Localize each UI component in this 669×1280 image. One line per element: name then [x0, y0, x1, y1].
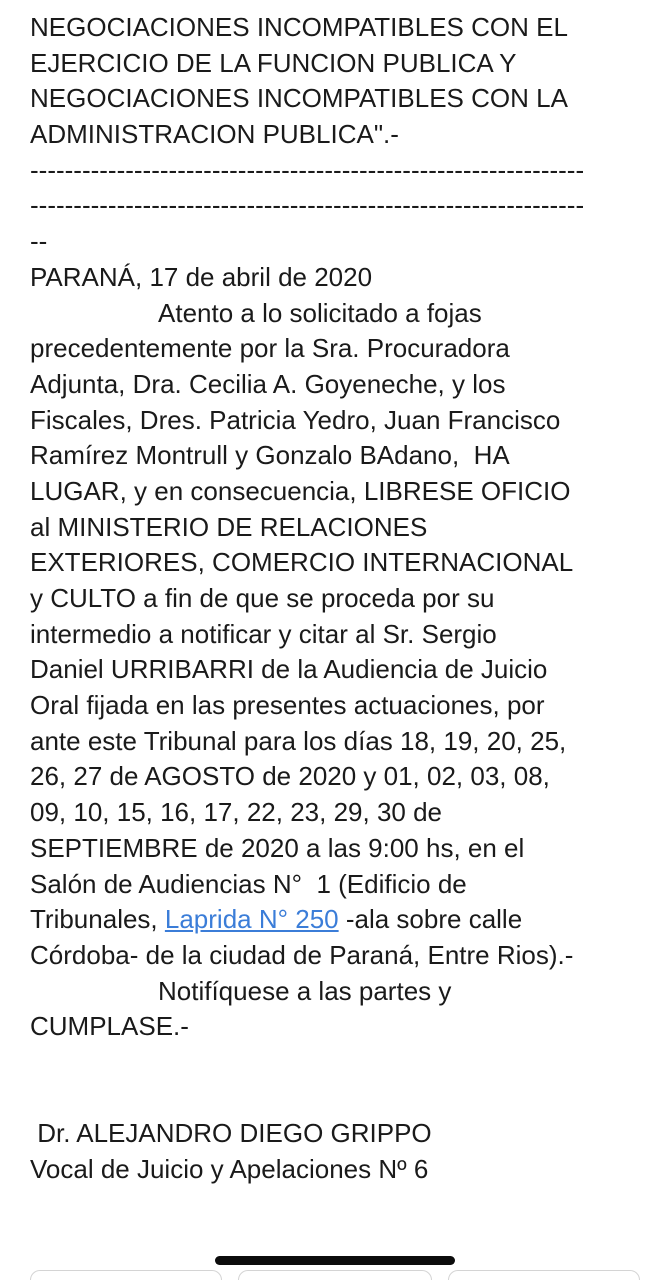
body-line-2: precedentemente por la Sra. Procuradora [30, 333, 510, 364]
body-line-1-text: Atento a lo solicitado a fojas [158, 297, 482, 328]
separator-line-1: ---------------------------------------------------------------- [30, 154, 585, 185]
signature-name: Dr. ALEJANDRO DIEGO GRIPPO [30, 1117, 432, 1148]
body-line-5: Ramírez Montrull y Gonzalo BAdano, HA [30, 440, 510, 471]
address-line [30, 902, 650, 938]
body-line-17: Salón de Audiencias N° 1 (Edificio de [30, 868, 467, 899]
body-line-10: intermedio a notificar y citar al Sr. Sergio [30, 618, 497, 649]
separator-line-2: ---------------------------------------------------------------- [30, 190, 585, 221]
signature-title: Vocal de Juicio y Apelaciones Nº 6 [30, 1153, 429, 1184]
body-line-4: Fiscales, Dres. Patricia Yedro, Juan Francisco [30, 404, 561, 435]
body-line-16: SEPTIEMBRE de 2020 a las 9:00 hs, en el [30, 832, 525, 863]
home-indicator[interactable] [215, 1256, 455, 1265]
heading-line-2: EJERCICIO DE LA FUNCION PUBLICA Y [30, 47, 517, 78]
separator-line-3: -- [30, 226, 48, 257]
heading-line-3: NEGOCIACIONES INCOMPATIBLES CON LA [30, 83, 568, 114]
body-line-15: 09, 10, 15, 16, 17, 22, 23, 29, 30 de [30, 797, 443, 828]
body-line-13: ante este Tribunal para los días 18, 19, 20, 25, [30, 725, 567, 756]
bottom-button-3[interactable] [448, 1270, 640, 1280]
blank-gap [30, 1045, 650, 1116]
heading-line-4: ADMINISTRACION PUBLICA".- [30, 119, 399, 150]
body-line-1 [30, 296, 650, 332]
body-line-7: al MINISTERIO DE RELACIONES [30, 511, 428, 542]
bottom-toolbar [0, 1266, 669, 1280]
heading-line-1: NEGOCIACIONES INCOMPATIBLES CON EL [30, 12, 568, 42]
address-suffix: -ala sobre calle [338, 904, 523, 935]
closing-line-1: Córdoba- de la ciudad de Paraná, Entre Rios).- [30, 939, 574, 970]
body-line-3: Adjunta, Dra. Cecilia A. Goyeneche, y los [30, 368, 506, 399]
cumplase-line: CUMPLASE.- [30, 1011, 189, 1042]
address-prefix: Tribunales, [30, 904, 165, 935]
body-line-11: Daniel URRIBARRI de la Audiencia de Juicio [30, 654, 548, 685]
bottom-button-1[interactable] [30, 1270, 222, 1280]
notify-line-text: Notifíquese a las partes y [158, 975, 452, 1006]
body-line-6: LUGAR, y en consecuencia, LIBRESE OFICIO [30, 475, 571, 506]
address-link[interactable]: Laprida N° 250 [164, 904, 339, 935]
body-line-8: EXTERIORES, COMERCIO INTERNACIONAL [30, 547, 574, 578]
document-body [30, 10, 650, 1187]
bottom-button-2[interactable] [238, 1270, 432, 1280]
body-line-9: y CULTO a fin de que se proceda por su [30, 583, 495, 613]
body-line-14: 26, 27 de AGOSTO de 2020 y 01, 02, 03, 08, [30, 761, 550, 792]
date-line: PARANÁ, 17 de abril de 2020 [30, 261, 373, 292]
notify-line [30, 974, 650, 1010]
body-line-12: Oral fijada en las presentes actuaciones, por [30, 690, 545, 721]
